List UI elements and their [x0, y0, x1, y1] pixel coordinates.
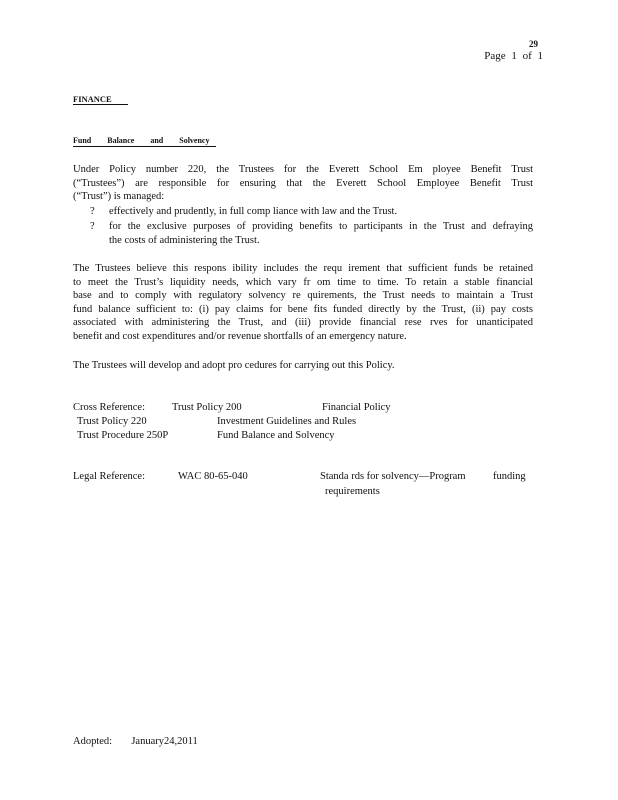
adopted-label: Adopted: — [73, 736, 113, 747]
bullet-mark: ? — [90, 221, 95, 232]
bullet-line: for the exclusive purposes of providing benefits to participants in the Trust and defraying — [109, 221, 533, 232]
legal-reference-block — [73, 470, 543, 500]
paragraph-line: benefit and cost expenditures and/or revenue shortfalls of an emergency nature. — [73, 330, 407, 342]
section-title: FINANCE — [73, 94, 128, 105]
paragraph-line: to meet the Trust’s liquidity needs, which vary fr om time to time. To retain a stable financial — [73, 276, 533, 288]
cross-reference-block — [73, 401, 533, 443]
cross-reference-title: Investment Guidelines and Rules — [217, 416, 357, 427]
cross-reference-title: Financial Policy — [322, 402, 391, 413]
subsection-title: Fund Balance and Solvency — [73, 136, 216, 147]
legal-reference-description-cont: requirements — [325, 486, 380, 497]
paragraph-line: The Trustees believe this respons ibility includes the requ irement that sufficient funds be retained — [73, 263, 533, 274]
legal-reference-code: WAC 80-65-040 — [178, 471, 248, 482]
bullet-text — [109, 205, 533, 219]
intro-line: (“Trust”) is managed: — [73, 191, 165, 202]
cross-reference-ref: Trust Procedure 250P — [77, 430, 169, 441]
legal-reference-description: Standa rds for solvency—Program — [320, 471, 466, 482]
bullet-line: the costs of administering the Trust. — [109, 234, 260, 246]
intro-paragraph — [73, 163, 533, 204]
paragraph-line: base and to comply with regulatory solvency re quirements, the Trust needs to maintain a Trust — [73, 290, 533, 301]
intro-line: (“Trustees”) are responsible for ensuring that the Everett School Employee Benefit Trust — [73, 177, 533, 189]
legal-reference-label: Legal Reference: — [73, 471, 145, 482]
page-number: 29 — [529, 39, 538, 49]
bullet-text — [109, 220, 533, 247]
closing-paragraph: The Trustees will develop and adopt pro cedures for carrying out this Policy. — [73, 360, 395, 371]
cross-reference-title: Fund Balance and Solvency — [217, 430, 335, 441]
bullet-item — [90, 205, 533, 219]
page-of-indicator: Page 1 of 1 — [484, 50, 543, 62]
cross-reference-ref: Trust Policy 220 — [77, 416, 147, 427]
intro-line: Under Policy number 220, the Trustees for the Everett School Em ployee Benefit Trust — [73, 164, 533, 175]
adopted-date: January24,2011 — [131, 736, 198, 747]
cross-reference-label: Cross Reference: — [73, 402, 146, 413]
paragraph-line: associated with administering the Trust, and (iii) provide financial rese rves for unanticipated — [73, 317, 533, 328]
legal-reference-description-tail: funding — [493, 471, 526, 482]
bullet-mark: ? — [90, 206, 95, 217]
cross-reference-ref: Trust Policy 200 — [172, 402, 242, 413]
body-paragraph — [73, 262, 533, 343]
paragraph-line: fund balance sufficient to: (i) pay claims for bene fits funded directly by the Trust, (ii) pay costs — [73, 303, 533, 315]
adopted-line — [73, 735, 198, 749]
bullet-line: effectively and prudently, in full comp liance with law and the Trust. — [109, 206, 398, 217]
bullet-item — [90, 220, 533, 247]
